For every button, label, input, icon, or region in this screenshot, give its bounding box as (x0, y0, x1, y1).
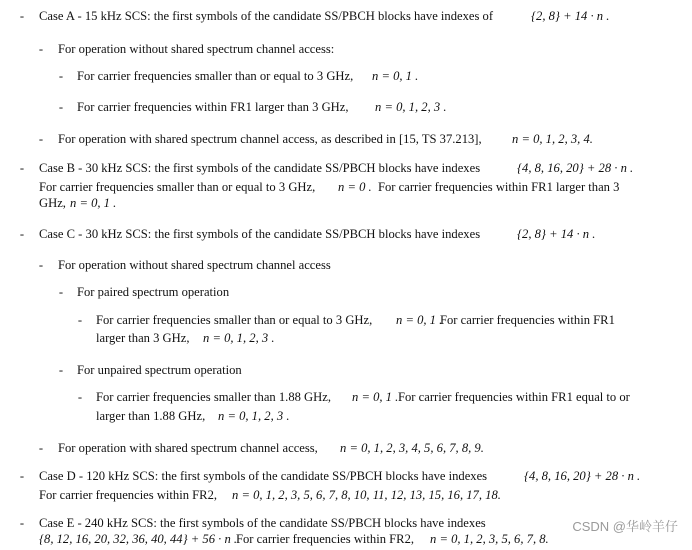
case-a-lt3-formula: n = 0, 1 . (372, 69, 419, 83)
case-e-formula: {8, 12, 16, 20, 32, 36, 40, 44} + 56 · n . (39, 532, 238, 546)
case-c-paired-text-b: For carrier frequencies within FR1 (440, 313, 615, 327)
case-c-paired-formula-a: n = 0, 1 . (396, 313, 443, 327)
case-c-unpaired-text: For unpaired spectrum operation (77, 363, 242, 377)
bullet-dash: - (38, 42, 44, 56)
case-a-fr1-text: For carrier frequencies within FR1 larger than 3 GHz, (77, 100, 349, 114)
bullet-dash: - (38, 258, 44, 272)
case-c-unpaired-text-c: larger than 1.88 GHz, (96, 409, 206, 423)
bullet-dash: - (58, 363, 64, 377)
case-b-line3-formula: n = 0, 1 . (70, 196, 117, 210)
case-e-text: Case E - 240 kHz SCS: the first symbols of the candidate SS/PBCH blocks have indexes (39, 516, 486, 530)
case-d-line2-text: For carrier frequencies within FR2, (39, 488, 218, 502)
case-c-unpaired-text-a: For carrier frequencies smaller than 1.88 GHz, (96, 390, 331, 404)
bullet-dash: - (58, 100, 64, 114)
case-a-text: Case A - 15 kHz SCS: the first symbols of the candidate SS/PBCH blocks have indexes of (39, 9, 494, 23)
bullet-dash: - (58, 69, 64, 83)
case-c-formula: {2, 8} + 14 · n . (517, 227, 596, 241)
bullet-dash: - (19, 516, 25, 530)
case-c-paired-formula-b: n = 0, 1, 2, 3 . (203, 331, 275, 345)
case-c-noshare-text: For operation without shared spectrum channel access (58, 258, 331, 272)
bullet-dash: - (19, 9, 25, 23)
case-a-formula: {2, 8} + 14 · n . (531, 9, 610, 23)
case-d-formula: {4, 8, 16, 20} + 28 · n . (524, 469, 641, 483)
case-a-noshare-text: For operation without shared spectrum channel access: (58, 42, 335, 56)
csdn-watermark: CSDN @华岭羊仔 (572, 519, 678, 534)
case-b-line3-text: GHz, (39, 196, 66, 210)
case-c-unpaired-text-b: For carrier frequencies within FR1 equal to or (398, 390, 630, 404)
case-c-paired-text-c: larger than 3 GHz, (96, 331, 190, 345)
case-a-fr1-formula: n = 0, 1, 2, 3 . (375, 100, 447, 114)
bullet-dash: - (38, 132, 44, 146)
case-b-formula: {4, 8, 16, 20} + 28 · n . (517, 161, 634, 175)
case-e-line2-formula: n = 0, 1, 2, 3, 5, 6, 7, 8. (430, 532, 549, 546)
case-d-text: Case D - 120 kHz SCS: the first symbols of the candidate SS/PBCH blocks have indexes (39, 469, 488, 483)
case-c-unpaired-formula-b: n = 0, 1, 2, 3 . (218, 409, 290, 423)
bullet-dash: - (19, 161, 25, 175)
case-c-share-formula: n = 0, 1, 2, 3, 4, 5, 6, 7, 8, 9. (340, 441, 484, 455)
case-b-line2-formula: n = 0 . (338, 180, 372, 194)
case-c-unpaired-formula-a: n = 0, 1 . (352, 390, 399, 404)
bullet-dash: - (77, 313, 83, 327)
case-b-line2-text-b: For carrier frequencies within FR1 larger than 3 (378, 180, 620, 194)
case-a-lt3-text: For carrier frequencies smaller than or equal to 3 GHz, (77, 69, 354, 83)
case-c-paired-text: For paired spectrum operation (77, 285, 230, 299)
case-c-share-text: For operation with shared spectrum channel access, (58, 441, 318, 455)
bullet-dash: - (19, 227, 25, 241)
case-b-line2-text-a: For carrier frequencies smaller than or equal to 3 GHz, (39, 180, 316, 194)
case-a-share-text: For operation with shared spectrum channel access, as described in [15, TS 37.213], (58, 132, 482, 146)
case-c-text: Case C - 30 kHz SCS: the first symbols of the candidate SS/PBCH blocks have indexes (39, 227, 481, 241)
bullet-dash: - (77, 390, 83, 404)
case-e-line2-text: For carrier frequencies within FR2, (236, 532, 415, 546)
bullet-dash: - (19, 469, 25, 483)
case-b-text: Case B - 30 kHz SCS: the first symbols of the candidate SS/PBCH blocks have indexes (39, 161, 481, 175)
bullet-dash: - (38, 441, 44, 455)
case-a-share-formula: n = 0, 1, 2, 3, 4. (512, 132, 593, 146)
bullet-dash: - (58, 285, 64, 299)
case-c-paired-text-a: For carrier frequencies smaller than or equal to 3 GHz, (96, 313, 373, 327)
case-d-line2-formula: n = 0, 1, 2, 3, 5, 6, 7, 8, 10, 11, 12, 13, 15, 16, 17, 18. (232, 488, 501, 502)
